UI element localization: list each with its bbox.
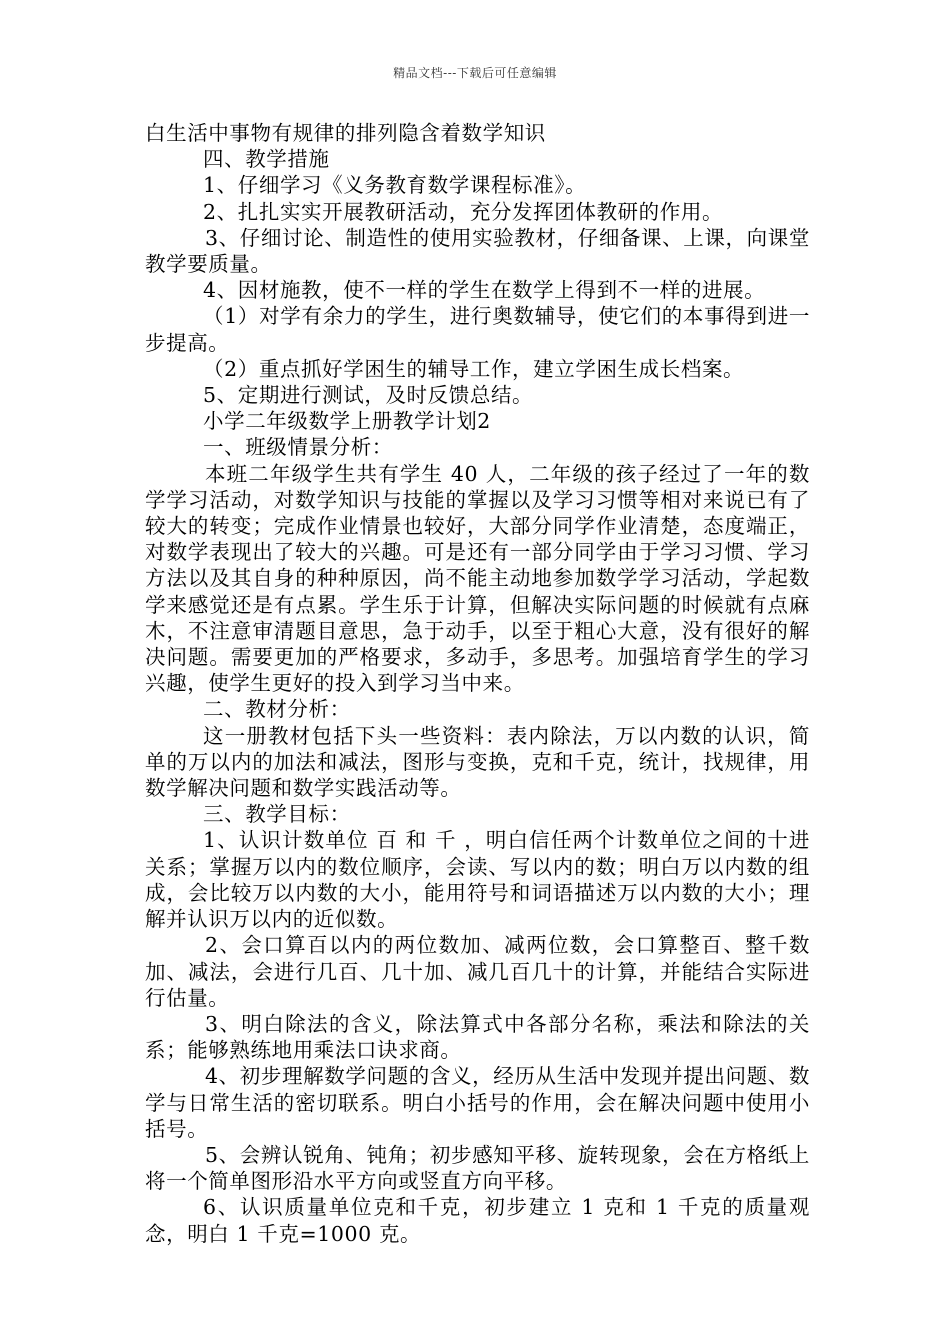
paragraph: 四、教学措施 — [203, 147, 330, 172]
paragraph: 3、仔细讨论、制造性的使用实验教材，仔细备课、上课，向课堂教学要质量。 — [145, 225, 810, 277]
paragraph: 5、会辨认锐角、钝角；初步感知平移、旋转现象，会在方格纸上将一个简单图形沿水平方向或竖直方向平移。 — [145, 1142, 810, 1194]
paragraph: 6、认识质量单位克和千克，初步建立 1 克和 1 千克的质量观念，明白 1 千克=1000 克。 — [145, 1195, 810, 1246]
paragraph: 这一册教材包括下头一些资料：表内除法，万以内数的认识，简单的万以内的加法和减法，图形与变换，克和千克，统计，找规律，用数学解决问题和数学实践活动等。 — [145, 723, 810, 801]
paragraph: （2）重点抓好学困生的辅导工作，建立学困生成长档案。 — [203, 356, 745, 381]
paragraph: 二、教材分析： — [203, 697, 351, 722]
paragraph: 2、会口算百以内的两位数加、减两位数，会口算整百、整千数加、减法，会进行几百、几十加、减几百几十的计算，并能结合实际进行估量。 — [145, 933, 810, 1010]
paragraph: 本班二年级学生共有学生 40 人，二年级的孩子经过了一年的数学学习活动，对数学知识与技能的掌握以及学习习惯等相对来说已有了较大的转变；完成作业情景也较好，大部分同学作业清楚，态度端正，对数学表现出了较大的兴趣。可是还有一部分同学由于学习习惯、学习方法以及其自身的种种原因，尚不能主动地参加数学学习活动，学起数学来感觉还是有点累。学生乐于计算，但解决实际问题的时候就有点麻木，不注意审清题目意思，急于动手，以至于粗心大意，没有很好的解决问题。需要更加的严格要求，多动手，多思考。加强培育学生的学习兴趣，使学生更好的投入到学习当中来。 — [145, 461, 810, 696]
paragraph: 5、定期进行测试，及时反馈总结。 — [203, 383, 534, 408]
paragraph: 2、扎扎实实开展教研活动，充分发挥团体教研的作用。 — [203, 199, 724, 224]
paragraph: 三、教学目标： — [203, 802, 351, 827]
paragraph: 1、认识计数单位 百 和 千 ，明白信任两个计数单位之间的十进关系；掌握万以内的数位顺序，会读、写以内的数；明白万以内数的组成，会比较万以内数的大小，能用符号和词语描述万以内数的大小；理解并认识万以内的近似数。 — [145, 828, 810, 932]
document-body — [145, 120, 810, 1247]
paragraph: 小学二年级数学上册教学计划2 — [203, 409, 491, 434]
paragraph: 4、初步理解数学问题的含义，经历从生活中发现并提出问题、数学与日常生活的密切联系。明白小括号的作用，会在解决问题中使用小括号。 — [145, 1064, 810, 1141]
paragraph: 4、因材施教，使不一样的学生在数学上得到不一样的进展。 — [203, 278, 766, 303]
page-header: 精品文档---下载后可任意编辑 — [393, 66, 557, 80]
paragraph: 3、明白除法的含义，除法算式中各部分名称，乘法和除法的关系；能够熟练地用乘法口诀求商。 — [145, 1011, 810, 1063]
paragraph: 1、仔细学习《义务教育数学课程标准》。 — [203, 173, 587, 198]
paragraph: （1）对学有余力的学生，进行奥数辅导，使它们的本事得到进一步提高。 — [145, 304, 810, 355]
paragraph: 一、班级情景分析： — [203, 435, 393, 460]
paragraph: 白生活中事物有规律的排列隐含着数学知识 — [145, 121, 546, 145]
